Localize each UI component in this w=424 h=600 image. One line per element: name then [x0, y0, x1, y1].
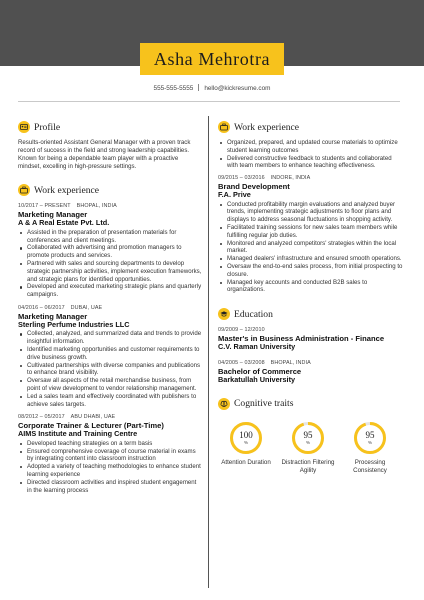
trait-ring [353, 421, 387, 455]
phone-number[interactable]: 555-555-5555 [153, 85, 194, 92]
job-bullet: Partnered with sales and sourcing departments to develop strategic partnership activities, implement execution frameworks, and strategic plans for identified opportunities. [18, 260, 202, 283]
job-meta [18, 305, 202, 312]
job-dates: 04/2016 – 06/2017 [18, 304, 65, 311]
job-dates: 09/2015 – 03/2016 [218, 175, 265, 182]
briefcase-icon [18, 184, 30, 196]
education-location: BHOPAL, INDIA [270, 359, 311, 366]
job-bullet: Organized, prepared, and updated course materials to optimize student learning outcomes [218, 139, 404, 155]
column-divider [208, 116, 209, 588]
job-location: DUBAI, UAE [70, 304, 103, 311]
education-dates: 04/2005 – 03/2008 [218, 359, 265, 366]
trait-item [342, 421, 398, 475]
trait-item [280, 421, 336, 475]
job-entry [18, 203, 202, 299]
job-entry [18, 414, 202, 494]
id-card-icon [18, 121, 30, 133]
trait-value: 100 [239, 429, 253, 440]
trait-ring [291, 421, 325, 455]
job-meta [18, 203, 202, 210]
trait-label: Distraction Filtering Agility [281, 458, 335, 474]
job-organization: F.A. Prive [218, 190, 251, 200]
email-address[interactable]: hello@kickresume.com [204, 85, 271, 92]
work-title: Work experience [34, 184, 100, 196]
job-bullet: Monitored and analyzed competitors' strategies within the local market. [218, 240, 404, 256]
briefcase-icon [218, 121, 230, 133]
job-title: Marketing Manager [18, 311, 88, 321]
job-bullet: Ensured comprehensive coverage of course material in exams by integrating content into classroom instruction [18, 448, 202, 464]
job-bullet: Directed classroom activities and inspired student engagement in the learning process [18, 479, 202, 495]
education-entry [218, 360, 404, 384]
job-location: BHOPAL, INDIA [76, 203, 117, 210]
job-bullet: Collaborated with advertising and promotion managers to promote products and services. [18, 244, 202, 260]
right-job [218, 175, 404, 294]
job-organization: A & A Real Estate Pvt. Ltd. [18, 218, 110, 228]
candidate-name: Asha Mehrotra [153, 48, 271, 69]
left-job-list [18, 203, 202, 494]
trait-unit: % [305, 439, 310, 445]
job-bullet: Delivered constructive feedback to students and collaborated with team members to enhance teaching effectiveness. [218, 155, 404, 171]
education-degree: Bachelor of Commerce [218, 366, 302, 376]
job-entry [218, 175, 404, 294]
job-bullets [18, 330, 202, 408]
graduation-cap-icon [218, 308, 230, 320]
job-bullet: Conducted profitability margin evaluations and analyzed buyer trends, implementing strategic adjustments to floor plans and displays to address seasonal fluctuations in shopping activity. [218, 201, 404, 224]
job-bullet: Cultivated partnerships with diverse companies and publications to enhance brand visibility. [18, 362, 202, 378]
education-school: C.V. Raman University [218, 342, 296, 352]
education-entry [218, 327, 404, 351]
job-entry [18, 305, 202, 408]
job-bullet: Facilitated training sessions for new sales team members while fulfilling regular job duties. [218, 224, 404, 240]
education-meta [218, 360, 404, 367]
job-bullet: Oversaw all aspects of the retail merchandise business, from point of view development to vendor relationship management. [18, 377, 202, 393]
job-title: Corporate Trainer & Lecturer (Part-Time) [18, 421, 164, 431]
job-bullet: Developed teaching strategies on a term basis [18, 440, 202, 448]
job-bullets [18, 229, 202, 299]
work-title-continued: Work experience [234, 121, 300, 133]
work-heading [18, 182, 202, 198]
trait-value: 95 [365, 429, 375, 440]
job-title: Marketing Manager [18, 210, 88, 220]
job-bullet: Managed key accounts and conducted B2B sales to organizations. [218, 279, 404, 295]
traits-title: Cognitive traits [234, 398, 294, 410]
job-meta [18, 414, 202, 421]
job-title: Brand Development [218, 182, 290, 192]
work-heading-continued [218, 119, 404, 135]
job-bullets [218, 201, 404, 295]
education-dates: 09/2009 – 12/2010 [218, 327, 265, 334]
name-banner [140, 43, 284, 75]
education-meta [218, 327, 404, 334]
job-bullet: Adopted a variety of teaching methodologies to enhance student learning experience [18, 463, 202, 479]
profile-title: Profile [34, 121, 61, 133]
job-organization: AIMS Institute and Training Centre [18, 429, 138, 439]
job-organization: Sterling Perfume Industries LLC [18, 319, 130, 329]
job-location: INDORE, INDIA [270, 175, 311, 182]
right-column [218, 119, 404, 475]
header-divider [18, 101, 400, 102]
job-bullets [18, 440, 202, 495]
traits-row [218, 421, 398, 475]
trait-value: 95 [303, 429, 313, 440]
education-heading [218, 306, 404, 322]
trait-item [218, 421, 274, 475]
trait-unit: % [367, 439, 372, 445]
job-bullet: Developed and executed marketing strategic plans and quarterly campaigns. [18, 283, 202, 299]
education-degree: Master's in Business Administration - Finance [218, 334, 385, 344]
traits-heading [218, 396, 404, 412]
job-dates: 10/2017 – PRESENT [18, 203, 71, 210]
job-location: ABU DHABI, UAE [70, 414, 116, 421]
job-bullet: Managed dealers' infrastructure and ensured smooth operations. [218, 255, 404, 263]
trait-label: Processing Consistency [353, 458, 387, 474]
job-bullet: Oversaw the end-to-end sales process, from initial prospecting to closure. [218, 263, 404, 279]
brain-icon [218, 398, 230, 410]
job-bullet: Identified marketing opportunities and customer requirements to drive business growth. [18, 346, 202, 362]
profile-summary: Results-oriented Assistant General Manager with a proven track record of success in the field and strong leadership capabilities. Known for being a dependable team player with a proactive mindset, excelling in high-pressure settings. [18, 139, 191, 171]
trait-ring [229, 421, 263, 455]
contact-separator [198, 84, 199, 91]
contact-line [0, 84, 424, 92]
left-column [18, 119, 202, 494]
job-meta [218, 175, 404, 182]
education-title: Education [234, 308, 273, 320]
continued-bullets [218, 139, 404, 170]
education-list [218, 327, 404, 384]
job-bullet: Led a sales team and effectively coordinated with publishers to achieve sales targets. [18, 393, 202, 409]
profile-heading [18, 119, 202, 135]
job-dates: 08/2012 – 05/2017 [18, 414, 65, 421]
trait-label: Attention Duration [221, 458, 271, 466]
job-bullet: Collected, analyzed, and summarized data and trends to provide insightful information. [18, 330, 202, 346]
trait-unit: % [243, 439, 248, 445]
education-school: Barkatullah University [218, 374, 296, 384]
job-bullet: Assisted in the preparation of presentation materials for conferences and client meetings. [18, 229, 202, 245]
